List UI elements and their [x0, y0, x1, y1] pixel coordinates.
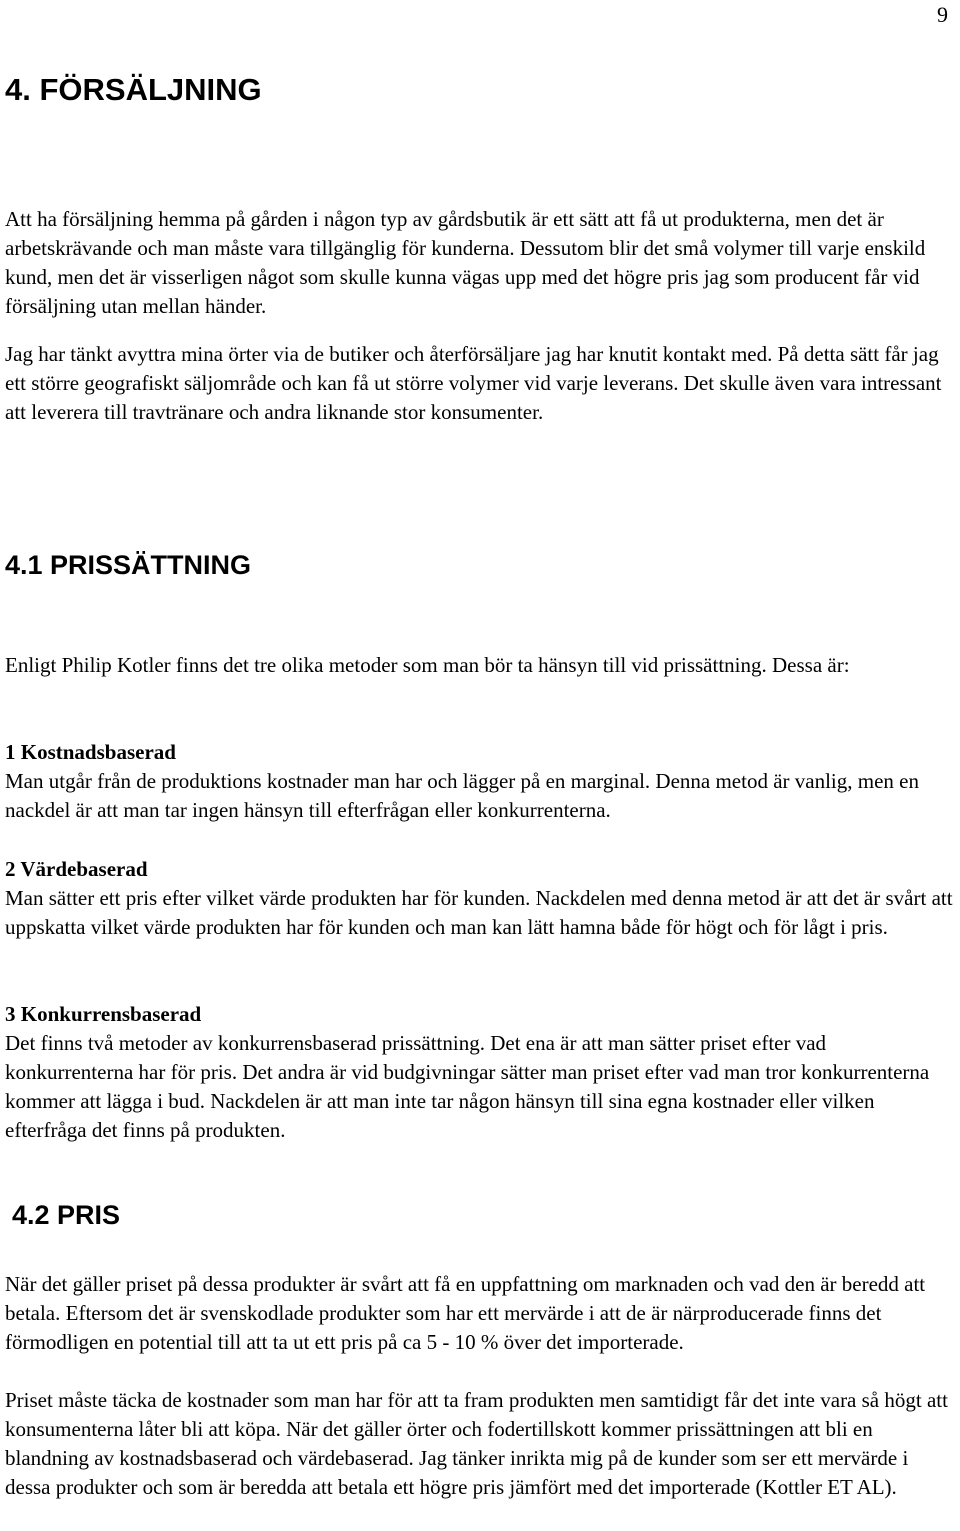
method-text: Man sätter ett pris efter vilket värde produkten har för kunden. Nackdelen med denna metod är att det är svårt att uppskatta vilket värde produkten har för kunden och man kan lätt hamna både för högt och för lågt i pris. [5, 886, 953, 939]
intro-paragraph-1: Att ha försäljning hemma på gården i någon typ av gårdsbutik är ett sätt att få ut produkterna, men det är arbetskrävande och man måste vara tillgänglig för kunderna. Dessutom blir det små volymer till varje enskild kund, men det är visserligen något som skulle kunna vägas upp med det högre pris jag som producent får vid försäljning utan mellan händer. [5, 207, 926, 318]
intro-paragraph-2: Jag har tänkt avyttra mina örter via de butiker och återförsäljare jag har knutit kontakt med. På detta sätt får jag ett större geografiskt säljområde och kan få ut större volymer vid varje leverans. Det skulle även vara intressant att leverera till travtränare och andra liknande stor konsumenter. [5, 342, 942, 424]
method-title: 2 Värdebaserad [5, 857, 148, 881]
method-vardebaserad [5, 855, 957, 942]
prissattning-intro-paragraph: Enligt Philip Kotler finns det tre olika metoder som man bör ta hänsyn till vid prissättning. Dessa är: [5, 653, 850, 677]
page-number: 9 [937, 2, 948, 27]
method-text: Man utgår från de produktions kostnader man har och lägger på en marginal. Denna metod är vanlig, men en nackdel är att man tar ingen hänsyn till efterfrågan eller konkurrenterna. [5, 769, 919, 822]
method-konkurrensbaserad [5, 1000, 957, 1145]
section-heading-pris: 4.2 PRIS [12, 1200, 121, 1230]
pris-paragraph-1: När det gäller priset på dessa produkter är svårt att få en uppfattning om marknaden och vad den är beredd att betala. Eftersom det är svenskodlade produkter som har ett mervärde i att de är närproducerade finns det förmodligen en potential till att ta ut ett pris på ca 5 - 10 % över det importerade. [5, 1272, 926, 1354]
section-heading-prissattning: 4.1 PRISSÄTTNING [5, 550, 252, 580]
method-kostnadsbaserad [5, 738, 957, 825]
method-text: Det finns två metoder av konkurrensbaserad prissättning. Det ena är att man sätter priset efter vad konkurrenterna har för pris. Det andra är vid budgivningar sätter man priset efter vad man tror konkurrenterna kommer att lägga i bud. Nackdelen är att man inte tar någon hänsyn till sina egna kostnader eller vilken efterfråga det finns på produkten. [5, 1031, 930, 1142]
section-heading-main: 4. FÖRSÄLJNING [5, 72, 262, 107]
pris-paragraph-2: Priset måste täcka de kostnader som man har för att ta fram produkten men samtidigt får det inte vara så högt att konsumenterna låter bli att köpa. När det gäller örter och fodertillskott kommer prissättningen att bli en blandning av kostnadsbaserad och värdebaserad. Jag tänker inrikta mig på de kunder som ser ett mervärde i dessa produkter och som är beredda att betala ett högre pris jämfört med det importerade (Kottler ET AL). [5, 1388, 948, 1499]
method-title: 3 Konkurrensbaserad [5, 1002, 202, 1026]
method-title: 1 Kostnadsbaserad [5, 740, 176, 764]
